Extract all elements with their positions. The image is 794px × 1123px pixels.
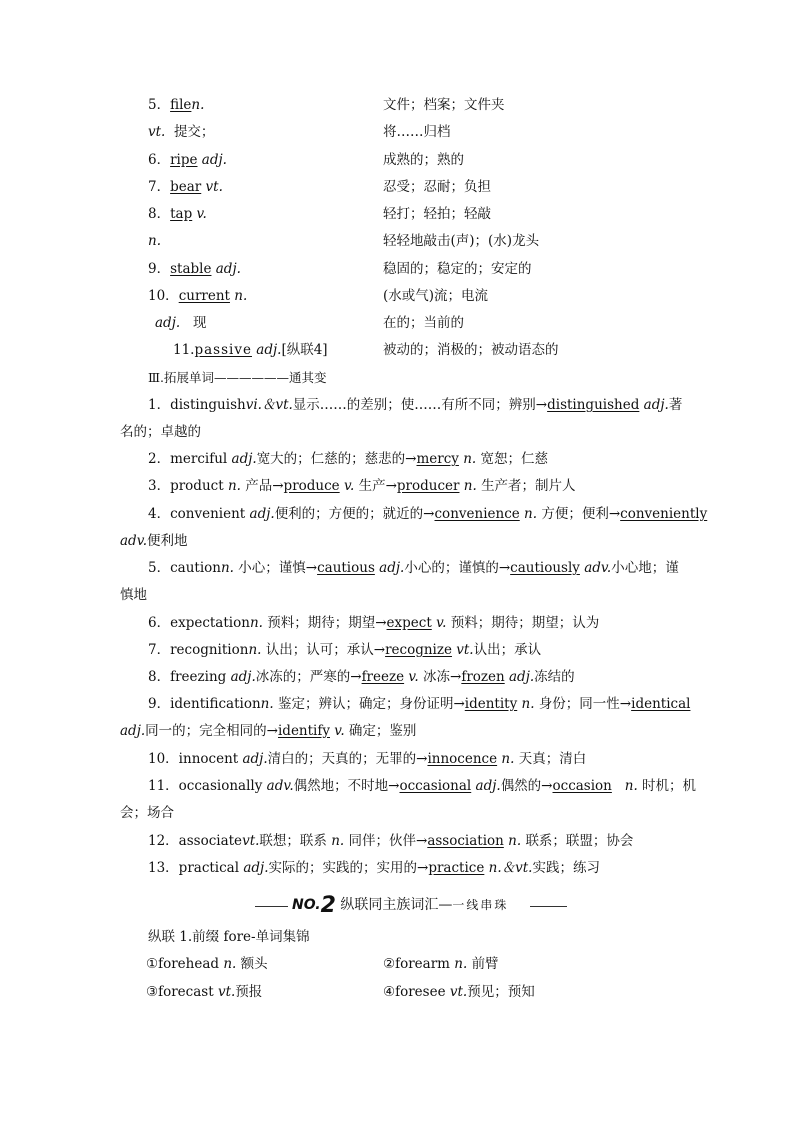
vocab-word: current <box>178 288 230 304</box>
fore-item-3: ③forecast vt.预报 <box>146 984 263 1000</box>
expand-item-3: 3．product n. 产品→produce v. 生产→producer n. 生产者；制片人 <box>148 478 576 494</box>
zonglian-title: 纵联 1.前缀 fore-单词集锦 <box>148 929 310 945</box>
vocab-meaning: 忍受；忍耐；负担 <box>383 179 491 195</box>
expand-item-12: 12．associatevt.联想；联系 n. 同伴；伙伴→association n. 联系；联盟；协会 <box>148 833 634 849</box>
vocab-word: file <box>170 97 192 113</box>
vocab-row: 6．ripe adj. <box>148 152 227 168</box>
expand-item-6: 6．expectationn. 预料；期待；期望→expect v. 预料；期待；期望；认为 <box>148 615 600 631</box>
vocab-word: stable <box>170 261 212 277</box>
expand-item-1: 1．distinguishvi.＆vt.显示……的差别；使……有所不同；辨别→distinguished adj.著 <box>148 397 683 413</box>
banner-divider-left <box>255 906 288 907</box>
expand-item-9: 9．identificationn. 鉴定；辨认；确定；身份证明→identity n. 身份；同一性→identical <box>148 696 691 712</box>
vocab-row: 5．filen. <box>148 97 205 113</box>
banner-subtitle: 一线串珠 <box>452 898 509 912</box>
fore-item-2: ②forearm n. 前臂 <box>383 956 499 972</box>
vocab-row: vt. 提交； <box>148 124 215 140</box>
section-banner-no2: NO.2 纵联同主族词汇—一线串珠 <box>292 893 509 918</box>
expand-item-11-cont: 会；场合 <box>120 805 174 821</box>
fore-item-4: ④foresee vt.预见；预知 <box>383 984 535 1000</box>
vocab-meaning: 轻打；轻拍；轻敲 <box>383 206 491 222</box>
banner-divider-right <box>530 906 567 907</box>
vocab-row: 7．bear vt. <box>148 179 223 195</box>
vocab-meaning: 成熟的；熟的 <box>383 152 464 168</box>
banner-title: 纵联同主族词汇 <box>340 897 439 913</box>
expand-item-1-cont: 名的；卓越的 <box>120 424 201 440</box>
vocab-row: 8．tap v. <box>148 206 207 222</box>
vocab-row: 9．stable adj. <box>148 261 241 277</box>
expand-item-2: 2．merciful adj.宽大的；仁慈的；慈悲的→mercy n. 宽恕；仁慈 <box>148 451 549 467</box>
expand-item-5-cont: 慎地 <box>120 587 147 603</box>
expand-item-4: 4．convenient adj.便利的；方便的；就近的→convenience n. 方便；便利→conveniently <box>148 506 708 522</box>
vocab-word: tap <box>170 206 193 222</box>
vocab-word: passive <box>194 342 252 358</box>
vocab-meaning: 在的；当前的 <box>383 315 464 331</box>
vocab-meaning: (水或气)流；电流 <box>383 288 489 304</box>
expand-item-7: 7．recognitionn. 认出；认可；承认→recognize vt.认出；承认 <box>148 642 542 658</box>
vocab-word: ripe <box>170 152 198 168</box>
vocab-row: n. <box>148 233 161 249</box>
vocab-meaning: 文件；档案；文件夹 <box>383 97 505 113</box>
vocab-meaning: 稳固的；稳定的；安定的 <box>383 261 532 277</box>
expand-item-5: 5．cautionn. 小心；谨慎→cautious adj.小心的；谨慎的→cautiously adv.小心地；谨 <box>148 560 679 576</box>
expand-item-10: 10．innocent adj.清白的；天真的；无罪的→innocence n. 天真；清白 <box>148 751 587 767</box>
expand-item-4-cont: adv.便利地 <box>120 533 188 549</box>
vocab-meaning: 被动的；消极的；被动语态的 <box>383 342 559 358</box>
expand-item-9-cont: adj.同一的；完全相同的→identify v. 确定；鉴别 <box>120 723 417 739</box>
vocab-meaning: 将……归档 <box>383 124 451 140</box>
vocab-row: adj. 现 <box>155 315 207 331</box>
vocab-row: 10．current n. <box>148 288 248 304</box>
expand-item-8: 8．freezing adj.冰冻的；严寒的→freeze v. 冰冻→frozen adj.冻结的 <box>148 669 575 685</box>
expand-item-11: 11．occasionally adv.偶然地；不时地→occasional adj.偶然的→occasion n. 时机；机 <box>148 778 697 794</box>
vocab-word: bear <box>170 179 202 195</box>
vocab-meaning: 轻轻地敲击(声)；(水)龙头 <box>383 233 540 249</box>
vocab-row: 11.passive adj.[纵联4] <box>173 342 328 358</box>
fore-item-1: ①forehead n. 额头 <box>146 956 268 972</box>
section-heading: Ⅲ.拓展单词——————通其变 <box>148 370 327 385</box>
expand-item-13: 13．practical adj.实际的；实践的；实用的→practice n.＆vt.实践；练习 <box>148 860 600 876</box>
